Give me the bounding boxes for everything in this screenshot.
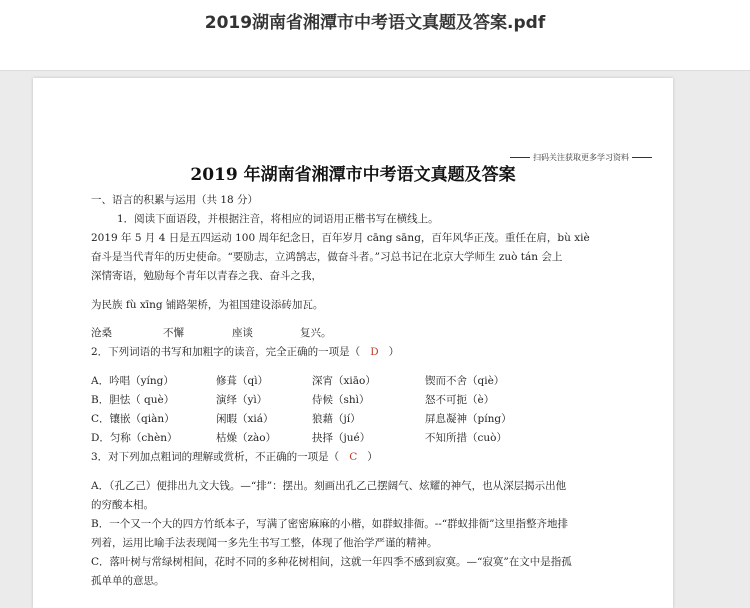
q1-paragraph-line-1: 2019 年 5 月 4 日是五四运动 100 周年纪念日，百年岁月 cāng sāng，百年风华正茂。重任在肩，bù xiè [91, 232, 590, 244]
document-page [33, 78, 673, 608]
q2-option-d-1: D．匀称（chèn） [91, 432, 178, 444]
q2-option-c-3: 狼藉（jí） [312, 413, 361, 425]
q2-stem-text: 2．下列词语的书写和加粗字的读音，完全正确的一项是（ [91, 346, 361, 358]
q1-stem: 1．阅读下面语段，并根据注音，将相应的词语用正楷书写在横线上。 [117, 213, 439, 225]
q1-paragraph-line-4: 为民族 fù xīng 铺路架桥，为祖国建设添砖加瓦。 [91, 299, 324, 311]
section-heading: 一、语言的积累与运用（共 18 分） [91, 194, 259, 206]
viewer-toolbar [0, 0, 750, 71]
q3-option-b-line-1: B．一个又一个大的四方竹纸本子，写满了密密麻麻的小楷，如群蚁排衙。--“群蚁排衙”这里指整齐地排 [91, 518, 569, 530]
document-title: 2019 年湖南省湘潭市中考语文真题及答案 [190, 165, 516, 185]
q2-option-a-2: 修葺（qì） [216, 375, 269, 387]
q1-answer-2: 不懈 [163, 327, 184, 339]
q3-option-a-line-1: A．（孔乙己）便排出九文大钱。—“排”：摆出。刻画出孔乙己摆阔气、炫耀的神气，也从深层揭示出他 [91, 480, 567, 492]
q2-stem-close: ） [388, 346, 400, 358]
q2-option-a-4: 锲而不舍（qiè） [425, 375, 505, 387]
q2-option-c-1: C．镶嵌（qiàn） [91, 413, 175, 425]
q3-option-c-line-1: C．落叶树与常绿树相间，花时不同的多种花树相间，这就一年四季不感到寂寞。—“寂寞”在文中是指孤 [91, 556, 572, 568]
q2-option-b-4: 怒不可扼（è） [425, 394, 495, 406]
q1-paragraph-line-2: 奋斗是当代青年的历史使命。“要励志，立鸿鹄志，做奋斗者。”习总书记在北京大学师生 zuò tán 会上 [91, 251, 563, 263]
q3-stem-close: ） [367, 451, 378, 463]
q3-option-a-line-2: 的穷酸本相。 [91, 499, 154, 511]
q1-answer-4: 复兴。 [300, 327, 332, 339]
q2-option-b-3: 侍候（shì） [312, 394, 370, 406]
q2-option-c-4: 屏息凝神（píng） [425, 413, 512, 425]
q3-stem-text: 3．对下列加点粗词的理解或赏析，不正确的一项是（ [91, 451, 340, 463]
header-note-text: 扫码关注获取更多学习资料 [533, 153, 629, 162]
file-title: 2019湖南省湘潭市中考语文真题及答案.pdf [204, 13, 546, 33]
q2-option-d-4: 不知所措（cuò） [425, 432, 507, 444]
q1-paragraph-line-3: 深情寄语，勉励每个青年以青春之我、奋斗之我， [91, 270, 322, 282]
q3-stem [91, 449, 378, 464]
q1-answer-3: 座谈 [232, 327, 253, 339]
header-note-rule-left [510, 157, 530, 158]
q2-option-c-2: 闲暇（xiá） [216, 413, 274, 425]
q3-option-c-line-2: 孤单单的意思。 [91, 575, 165, 587]
q2-option-d-2: 枯燥（zào） [216, 432, 277, 444]
q2-stem [91, 344, 399, 359]
q2-option-b-1: B．胆怯（ què） [91, 394, 175, 406]
q2-answer: D [370, 346, 379, 358]
q2-option-a-1: A．吟唱（yíng） [91, 375, 174, 387]
q1-answer-1: 沧桑 [91, 327, 112, 339]
q3-answer: C [349, 451, 358, 463]
header-note-rule-right [632, 157, 652, 158]
q2-option-d-3: 抉择（jué） [312, 432, 371, 444]
q2-option-a-3: 深宵（xiāo） [312, 375, 376, 387]
q2-option-b-2: 演绎（yì） [216, 394, 268, 406]
q3-option-b-line-2: 列着，运用比喻手法表现闻一多先生书写工整，体现了他治学严谨的精神。 [91, 537, 438, 549]
